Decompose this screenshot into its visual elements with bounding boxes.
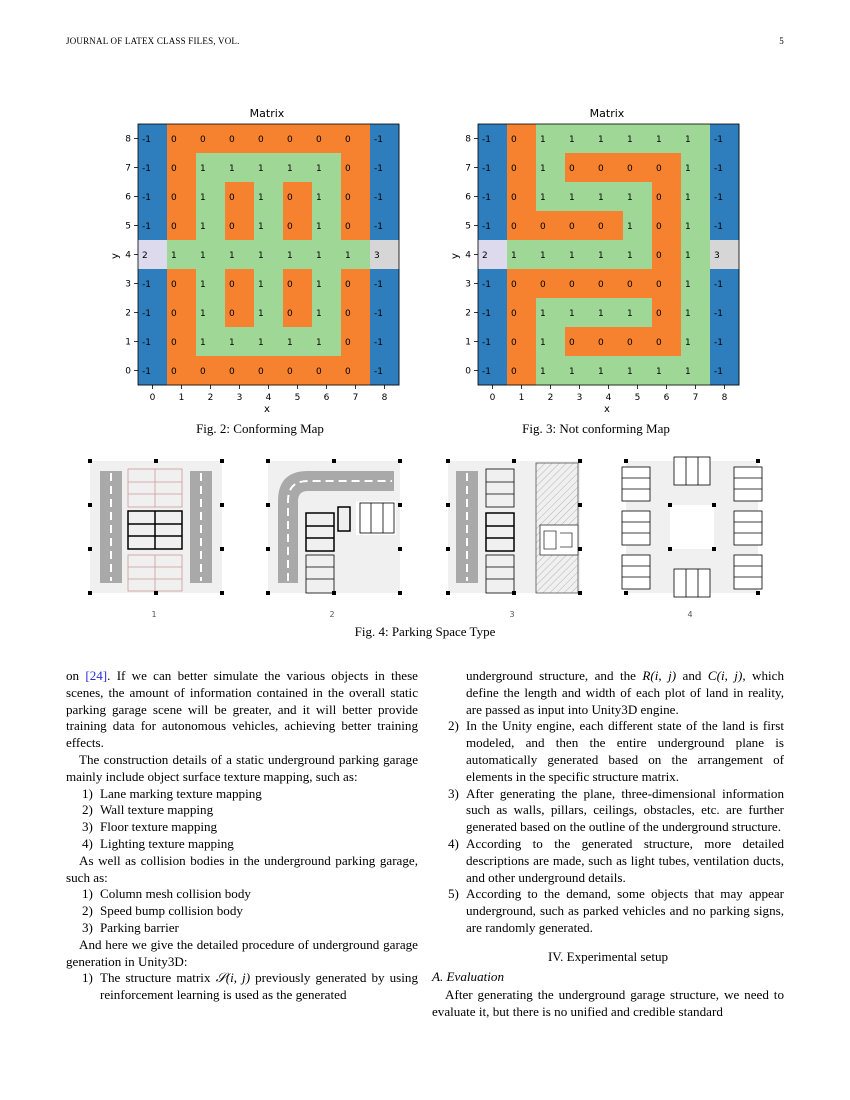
matrix-cell-value: 0 — [316, 135, 322, 145]
matrix-cell-value: 1 — [200, 251, 206, 261]
matrix-cell-value: 0 — [171, 280, 177, 290]
matrix-cell-value: 0 — [569, 280, 575, 290]
matrix-title: Matrix — [589, 107, 625, 120]
figure-2-matrix — [110, 104, 410, 421]
y-tick-label: 3 — [465, 279, 471, 290]
matrix-cell-value: 1 — [316, 338, 322, 348]
matrix-cell-value: 1 — [627, 367, 633, 377]
y-tick-label: 8 — [465, 134, 471, 145]
x-tick-label: 2 — [547, 393, 554, 403]
matrix-cell-value: 1 — [287, 164, 293, 174]
matrix-cell-value: -1 — [482, 164, 491, 174]
running-header: JOURNAL OF LATEX CLASS FILES, VOL. — [66, 36, 240, 46]
matrix-cell-value: 1 — [685, 367, 691, 377]
matrix-cell-value: 1 — [627, 309, 633, 319]
matrix-cell-value: 0 — [540, 280, 546, 290]
matrix-cell-value: 0 — [287, 193, 293, 203]
matrix-cell-value: 1 — [229, 164, 235, 174]
matrix-cell-value: 1 — [200, 222, 206, 232]
matrix-cell-value: -1 — [142, 193, 151, 203]
matrix-cell-value: 1 — [569, 193, 575, 203]
texture-list — [66, 786, 418, 853]
x-tick-label: 2 — [207, 393, 214, 403]
matrix-cell-value: -1 — [142, 280, 151, 290]
matrix-cell-value: 1 — [540, 251, 546, 261]
matrix-cell-value: 0 — [569, 164, 575, 174]
list-item: 2) Wall texture mapping — [82, 802, 214, 818]
figure-3-caption: Fig. 3: Not conforming Map — [522, 421, 670, 436]
x-tick-label: 4 — [605, 393, 612, 403]
figure-4-parking-types — [0, 455, 850, 625]
page-number: 5 — [779, 36, 784, 46]
collision-list — [66, 886, 418, 936]
matrix-cell-value: 1 — [171, 251, 177, 261]
matrix-cell-value: 1 — [258, 309, 264, 319]
matrix-cell-value: 1 — [569, 135, 575, 145]
x-tick-label: 3 — [576, 393, 583, 403]
matrix-cell-value: 0 — [287, 222, 293, 232]
matrix-cell-value: 1 — [258, 164, 264, 174]
matrix-cell-value: 0 — [511, 338, 517, 348]
x-tick-label: 6 — [323, 393, 330, 403]
matrix-cell-value: 0 — [287, 309, 293, 319]
matrix-cell-value: 1 — [598, 251, 604, 261]
matrix-cell-value: -1 — [714, 222, 723, 232]
matrix-cell-value: -1 — [714, 193, 723, 203]
left-column — [66, 668, 418, 1004]
matrix-cell-value: 0 — [258, 135, 264, 145]
matrix-cell-value: 0 — [540, 222, 546, 232]
x-tick-label: 0 — [489, 393, 496, 403]
matrix-cell-value: 0 — [598, 338, 604, 348]
list-item: 2) Speed bump collision body — [82, 903, 243, 919]
y-tick-label: 2 — [465, 308, 471, 319]
y-tick-label: 1 — [125, 337, 131, 348]
matrix-cell-value: 0 — [345, 280, 351, 290]
procedure-list-continued — [432, 668, 784, 937]
matrix-cell-value: 2 — [142, 251, 148, 261]
matrix-cell-value: -1 — [142, 164, 151, 174]
y-tick-label: 0 — [125, 366, 131, 377]
matrix-cell-value: 1 — [345, 251, 351, 261]
x-tick-label: 5 — [294, 393, 301, 403]
matrix-cell-value: 0 — [627, 338, 633, 348]
matrix-cell-value: -1 — [482, 338, 491, 348]
y-tick-label: 6 — [465, 192, 471, 203]
matrix-cell-value: 1 — [258, 338, 264, 348]
parking-type-1 — [88, 459, 224, 619]
matrix-cell-value: 1 — [316, 222, 322, 232]
list-item: 3) After generating the plane, three-dimensional information such as walls, pillars, ceilings, obstacles, etc. are further generated based on the outline of the underground structure. — [448, 785, 784, 835]
matrix-cell-value: 1 — [685, 280, 691, 290]
matrix-cell-value: 1 — [316, 164, 322, 174]
matrix-cell-value: 1 — [598, 309, 604, 319]
x-tick-label: 8 — [381, 393, 388, 403]
paragraph: After generating the underground garage structure, we need to evaluate it, but there is no unified and credible standard — [432, 987, 784, 1020]
matrix-cell-value: 1 — [656, 367, 662, 377]
matrix-cell-value: 1 — [540, 135, 546, 145]
matrix-cell-value: 0 — [569, 222, 575, 232]
matrix-cell-value: 1 — [316, 193, 322, 203]
matrix-cell-value: -1 — [714, 309, 723, 319]
y-axis-label: y — [450, 253, 461, 259]
matrix-cell-value: -1 — [374, 164, 383, 174]
y-tick-label: 3 — [125, 279, 131, 290]
matrix-cell-value: 1 — [685, 164, 691, 174]
matrix-cell-value: 0 — [511, 222, 517, 232]
matrix-cell-value: 1 — [685, 251, 691, 261]
matrix-cell-value: 0 — [598, 222, 604, 232]
matrix-cell-value: 3 — [374, 251, 380, 261]
paragraph: And here we give the detailed procedure of underground garage generation in Unity3D: — [66, 936, 418, 969]
list-item: 1) Column mesh collision body — [82, 886, 251, 902]
parking-type-2 — [266, 459, 402, 619]
matrix-cell-value: 0 — [627, 280, 633, 290]
type-label-3: 3 — [509, 610, 515, 619]
matrix-cell-value: 0 — [345, 135, 351, 145]
matrix-cell-value: 1 — [540, 164, 546, 174]
matrix-cell-value: 1 — [258, 193, 264, 203]
matrix-cell-value: 0 — [511, 164, 517, 174]
matrix-cell-value: 0 — [345, 367, 351, 377]
list-item: 1) The structure matrix 𝒮(i, j) previously generated by using reinforcement learning is used as the generated — [82, 970, 418, 1003]
matrix-cell-value: -1 — [482, 193, 491, 203]
matrix-cell-value: 1 — [200, 164, 206, 174]
y-tick-label: 7 — [465, 163, 471, 174]
citation-link[interactable]: [24] — [85, 668, 108, 683]
y-tick-label: 7 — [125, 163, 131, 174]
matrix-cell-value: 1 — [685, 135, 691, 145]
matrix-cell-value: 1 — [540, 193, 546, 203]
matrix-cell-value: -1 — [714, 338, 723, 348]
y-tick-label: 6 — [125, 192, 131, 203]
matrix-cell-value: 1 — [200, 338, 206, 348]
matrix-cell-value: 1 — [598, 193, 604, 203]
matrix-cell-value: 0 — [345, 193, 351, 203]
figure-3-matrix — [450, 104, 750, 421]
matrix-cell-value: 1 — [685, 338, 691, 348]
parking-type-4 — [622, 457, 762, 619]
matrix-cell-value: 0 — [287, 280, 293, 290]
matrix-cell-value: 1 — [511, 251, 517, 261]
matrix-cell-value: 0 — [656, 251, 662, 261]
matrix-cell-value: 0 — [200, 367, 206, 377]
list-item: 1) Lane marking texture mapping — [82, 785, 262, 801]
matrix-cell-value: 0 — [229, 135, 235, 145]
subsection-heading: A. Evaluation — [432, 968, 505, 984]
y-tick-label: 4 — [125, 250, 131, 261]
matrix-cell-value: 0 — [511, 367, 517, 377]
matrix-cell-value: 0 — [345, 222, 351, 232]
y-axis-label: y — [110, 253, 121, 259]
paragraph: As well as collision bodies in the underground parking garage, such as: — [66, 852, 418, 885]
matrix-cell-value: -1 — [142, 309, 151, 319]
x-axis-label: x — [604, 404, 610, 415]
matrix-cell-value: -1 — [714, 280, 723, 290]
matrix-cell-value: 1 — [540, 309, 546, 319]
type-label-4: 4 — [687, 610, 693, 619]
y-tick-label: 8 — [125, 134, 131, 145]
matrix-cell-value: 1 — [569, 309, 575, 319]
matrix-cell-value: -1 — [482, 309, 491, 319]
x-tick-label: 1 — [518, 393, 525, 403]
matrix-cell-value: -1 — [374, 193, 383, 203]
matrix-cell-value: 0 — [598, 164, 604, 174]
matrix-cell-value: -1 — [374, 222, 383, 232]
matrix-cell-value: 0 — [345, 309, 351, 319]
matrix-cell-value: 1 — [316, 309, 322, 319]
matrix-cell-value: 1 — [598, 135, 604, 145]
matrix-cell-value: 1 — [627, 222, 633, 232]
x-tick-label: 7 — [352, 393, 359, 403]
matrix-cell-value: 1 — [316, 280, 322, 290]
matrix-cell-value: -1 — [714, 367, 723, 377]
x-tick-label: 4 — [265, 393, 272, 403]
matrix-cell-value: 0 — [171, 135, 177, 145]
matrix-cell-value: 0 — [287, 135, 293, 145]
matrix-cell-value: 1 — [627, 135, 633, 145]
x-tick-label: 7 — [692, 393, 699, 403]
list-item: 3) Parking barrier — [82, 919, 179, 935]
matrix-cell-value: -1 — [374, 309, 383, 319]
matrix-cell-value: 0 — [171, 164, 177, 174]
matrix-cell-value: 1 — [287, 251, 293, 261]
matrix-cell-value: 1 — [316, 251, 322, 261]
type-label-1: 1 — [151, 610, 157, 619]
matrix-cell-value: 0 — [345, 338, 351, 348]
matrix-cell-value: -1 — [142, 367, 151, 377]
matrix-cell-value: 1 — [200, 309, 206, 319]
matrix-cell-value: 1 — [569, 251, 575, 261]
matrix-cell-value: -1 — [374, 338, 383, 348]
y-tick-label: 5 — [125, 221, 131, 232]
matrix-cell-value: 0 — [287, 367, 293, 377]
y-tick-label: 4 — [465, 250, 471, 261]
matrix-cell-value: 0 — [511, 280, 517, 290]
matrix-cell-value: 0 — [656, 193, 662, 203]
x-tick-label: 3 — [236, 393, 243, 403]
x-tick-label: 8 — [721, 393, 728, 403]
parking-type-3 — [446, 459, 582, 619]
matrix-cell-value: 1 — [258, 280, 264, 290]
x-tick-label: 5 — [634, 393, 641, 403]
matrix-cell-value: 0 — [229, 222, 235, 232]
matrix-cell-value: 0 — [511, 135, 517, 145]
matrix-cell-value: 0 — [229, 367, 235, 377]
matrix-cell-value: -1 — [142, 135, 151, 145]
matrix-cell-value: -1 — [714, 135, 723, 145]
list-item: 5) According to the demand, some objects that may appear underground, such as parked vehicles and no parking signs, are randomly generated. — [448, 886, 784, 935]
matrix-cell-value: 1 — [598, 367, 604, 377]
matrix-cell-value: 0 — [229, 309, 235, 319]
matrix-cell-value: 1 — [685, 309, 691, 319]
figure-4-caption: Fig. 4: Parking Space Type — [354, 624, 496, 639]
figure-2-caption: Fig. 2: Conforming Map — [196, 421, 324, 436]
y-tick-label: 2 — [125, 308, 131, 319]
matrix-cell-value: 0 — [627, 164, 633, 174]
list-item: 4) Lighting texture mapping — [82, 835, 234, 851]
matrix-cell-value: 0 — [171, 222, 177, 232]
matrix-cell-value: 0 — [316, 367, 322, 377]
matrix-cell-value: 1 — [656, 135, 662, 145]
matrix-cell-value: 1 — [627, 251, 633, 261]
matrix-cell-value: -1 — [374, 280, 383, 290]
matrix-cell-value: 0 — [200, 135, 206, 145]
matrix-cell-value: 3 — [714, 251, 720, 261]
matrix-cell-value: 1 — [627, 193, 633, 203]
matrix-cell-value: -1 — [482, 135, 491, 145]
paragraph: The construction details of a static underground parking garage mainly include object surface texture mapping, such as: — [66, 751, 418, 784]
y-tick-label: 5 — [465, 221, 471, 232]
matrix-cell-value: 0 — [511, 309, 517, 319]
matrix-cell-value: 0 — [656, 338, 662, 348]
matrix-cell-value: 0 — [345, 164, 351, 174]
matrix-cell-value: 0 — [656, 222, 662, 232]
y-tick-label: 1 — [465, 337, 471, 348]
matrix-cell-value: 1 — [569, 367, 575, 377]
matrix-cell-value: 0 — [171, 338, 177, 348]
matrix-cell-value: 1 — [685, 222, 691, 232]
x-axis-label: x — [264, 404, 270, 415]
list-item: 4) According to the generated structure, more detailed descriptions are made, such as light tubes, ventilation ducts, and other underground details. — [448, 835, 784, 885]
matrix-cell-value: 1 — [229, 338, 235, 348]
matrix-cell-value: 0 — [598, 280, 604, 290]
matrix-cell-value: 1 — [258, 251, 264, 261]
matrix-chart-not-conforming — [450, 104, 750, 416]
matrix-cell-value: 1 — [540, 338, 546, 348]
x-tick-label: 0 — [149, 393, 156, 403]
matrix-cell-value: 2 — [482, 251, 488, 261]
paragraph: on [24]. If we can better simulate the various objects in these scenes, the amount of information contained in the overall static parking garage scene will be greater, and it will better provide training data for autonomous vehicles, achieving better training effects. — [66, 668, 418, 751]
matrix-cell-value: 0 — [229, 280, 235, 290]
matrix-cell-value: 1 — [200, 193, 206, 203]
matrix-cell-value: 1 — [287, 338, 293, 348]
matrix-cell-value: -1 — [482, 367, 491, 377]
matrix-cell-value: -1 — [142, 338, 151, 348]
y-tick-label: 0 — [465, 366, 471, 377]
matrix-cell-value: 0 — [511, 193, 517, 203]
matrix-cell-value: -1 — [374, 367, 383, 377]
matrix-cell-value: -1 — [374, 135, 383, 145]
matrix-cell-value: 0 — [656, 280, 662, 290]
matrix-cell-value: 1 — [200, 280, 206, 290]
list-item: 3) Floor texture mapping — [82, 819, 218, 835]
matrix-cell-value: -1 — [714, 164, 723, 174]
matrix-cell-value: 0 — [656, 309, 662, 319]
matrix-title: Matrix — [249, 107, 285, 120]
matrix-cell-value: -1 — [482, 222, 491, 232]
matrix-chart-conforming — [110, 104, 410, 416]
section-heading: IV. Experimental setup — [547, 948, 669, 964]
list-item: underground structure, and the R(i, j) and C(i, j), which define the length and width of each plot of land in reality, are passed as input into Unity3D engine. — [466, 668, 785, 717]
matrix-cell-value: 0 — [171, 193, 177, 203]
matrix-cell-value: 1 — [229, 251, 235, 261]
matrix-cell-value: 0 — [258, 367, 264, 377]
matrix-cell-value: 0 — [569, 338, 575, 348]
matrix-cell-value: -1 — [482, 280, 491, 290]
matrix-cell-value: 1 — [685, 193, 691, 203]
matrix-cell-value: -1 — [142, 222, 151, 232]
right-column — [432, 668, 784, 1021]
matrix-cell-value: 0 — [229, 193, 235, 203]
x-tick-label: 1 — [178, 393, 185, 403]
matrix-cell-value: 1 — [258, 222, 264, 232]
type-label-2: 2 — [329, 610, 335, 619]
matrix-cell-value: 1 — [540, 367, 546, 377]
matrix-cell-value: 0 — [171, 309, 177, 319]
matrix-cell-value: 0 — [656, 164, 662, 174]
list-item: 2) In the Unity engine, each different state of the land is first modeled, and then the entire underground plane is automatically generated based on the arrangement of elements in the specific structure matrix. — [448, 718, 784, 784]
procedure-list — [66, 970, 418, 1004]
matrix-cell-value: 0 — [171, 367, 177, 377]
x-tick-label: 6 — [663, 393, 670, 403]
